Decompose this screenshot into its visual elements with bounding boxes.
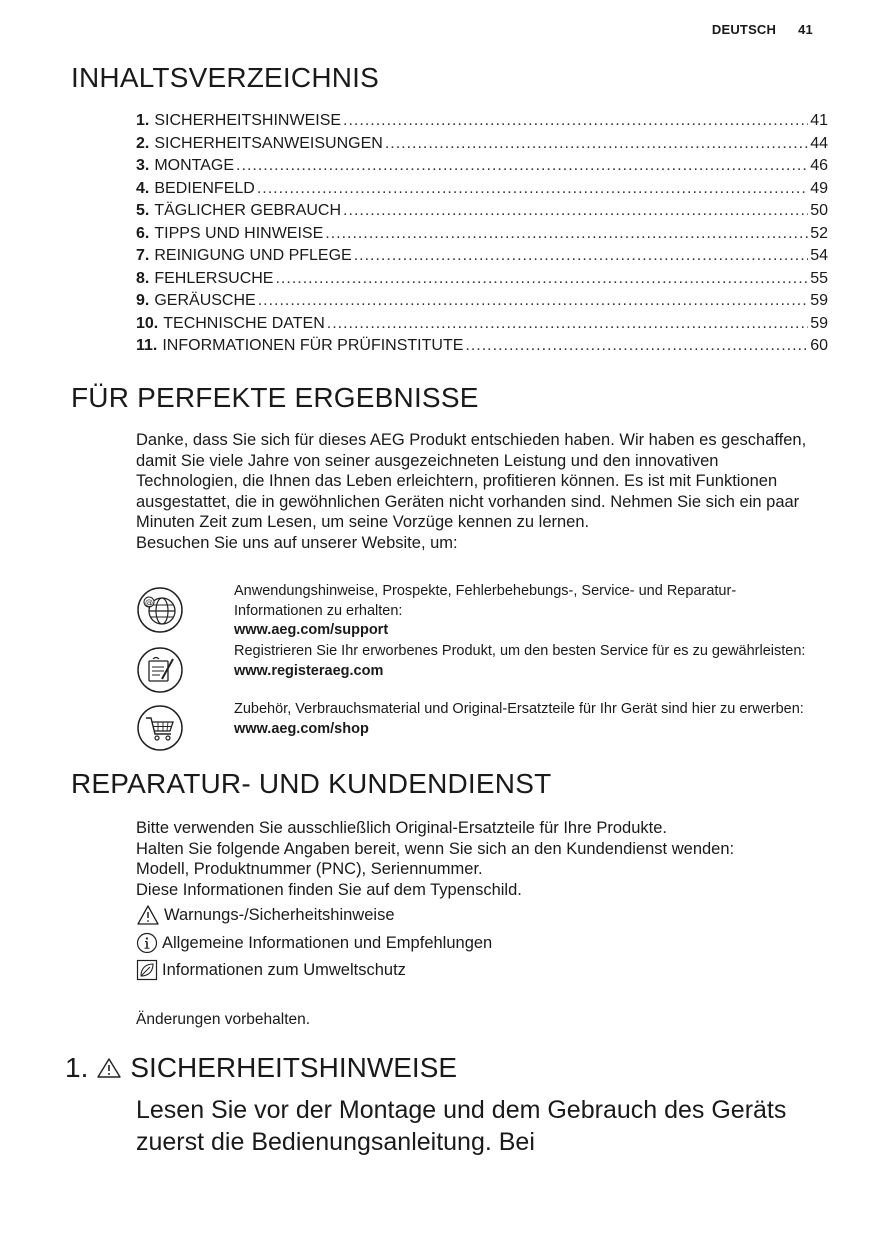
toc-item-page: 44	[810, 134, 828, 152]
toc-item[interactable]: 5. TÄGLICHER GEBRAUCH ..... 50	[136, 200, 828, 223]
toc-item-label: TIPPS UND HINWEISE	[154, 224, 324, 242]
register-icon	[136, 646, 184, 694]
cart-icon	[136, 704, 184, 752]
legend-warning-label: Warnungs-/Sicherheitshinweise	[164, 905, 395, 924]
toc-item-label: REINIGUNG UND PFLEGE	[154, 247, 352, 264]
register-link-text	[234, 642, 824, 681]
toc-item-page: 46	[810, 157, 828, 174]
toc-item-page: 52	[810, 224, 828, 242]
shop-description: Zubehör, Verbrauchsmaterial und Original-Ersatzteile für Ihr Gerät sind hier zu erwerben:	[234, 701, 804, 717]
section-1-heading	[65, 1052, 457, 1084]
toc-item-label: GERÄUSCHE	[154, 292, 256, 309]
shop-link-text	[234, 700, 824, 739]
shop-url-link[interactable]: www.aeg.com/shop	[234, 720, 369, 737]
header-page-number: 41	[798, 22, 813, 37]
svg-text:@: @	[145, 598, 153, 607]
toc-item-label: INFORMATIONEN FÜR PRÜFINSTITUTE	[162, 337, 464, 354]
table-of-contents	[136, 110, 828, 358]
toc-item-label: FEHLERSUCHE	[154, 269, 274, 287]
service-line-3: Diese Informationen finden Sie auf dem Typenschild.	[136, 880, 522, 899]
toc-item-label: SICHERHEITSHINWEISE	[154, 112, 342, 129]
toc-item-page: 49	[810, 179, 828, 197]
toc-item[interactable]: 7. REINIGUNG UND PFLEGE ..... 54	[136, 245, 828, 268]
toc-item-label: TECHNISCHE DATEN	[163, 314, 325, 332]
section-title-perfect: FÜR PERFEKTE ERGEBNISSE	[71, 382, 479, 413]
toc-title: INHALTSVERZEICHNIS	[71, 62, 380, 93]
perfect-paragraph	[136, 430, 816, 553]
legend-info-label: Allgemeine Informationen und Empfehlungen	[162, 933, 493, 952]
toc-item-page: 59	[810, 314, 828, 332]
toc-item[interactable]: 1. SICHERHEITSHINWEISE ..... 41	[136, 110, 828, 133]
perfect-body: Danke, dass Sie sich für dieses AEG Produkt entschieden haben. Wir haben es geschaffen, damit Sie viele Jahre von seiner ausgezeichneten Leistung und den innovativen Technologien, die Ihnen das Leben erleichtern, profitieren können. Es ist mit Funktionen ausgestattet, die in gewöhnlichen Geräten nicht vorhanden sind. Nehmen Sie sich ein paar Minuten Zeit zum Lesen, um seine Vorzüge kennen zu lernen.	[136, 431, 807, 531]
section-1-title: SICHERHEITSHINWEISE	[130, 1052, 458, 1083]
section-1-intro: Lesen Sie vor der Montage und dem Gebrauch des Geräts zuerst die Bedienungsanleitung. Bei	[136, 1096, 787, 1156]
support-description: Anwendungshinweise, Prospekte, Fehlerbehebungs-, Service- und Reparatur-Informationen zu erhalten:	[234, 583, 737, 619]
page-header	[712, 22, 813, 37]
legend-environment	[136, 959, 406, 981]
globe-icon	[136, 586, 184, 634]
warning-icon	[96, 1056, 122, 1080]
header-language: DEUTSCH	[711, 22, 777, 37]
toc-item-page: 41	[810, 112, 828, 129]
toc-item[interactable]: 11. INFORMATIONEN FÜR PRÜFINSTITUTE ..... 60	[136, 335, 828, 358]
toc-item[interactable]: 4. BEDIENFELD ..... 49	[136, 178, 828, 201]
legend-info	[136, 932, 492, 954]
toc-item[interactable]: 10. TECHNISCHE DATEN ..... 59	[136, 313, 828, 336]
toc-item[interactable]: 9. GERÄUSCHE ..... 59	[136, 290, 828, 313]
perfect-visit: Besuchen Sie uns auf unserer Website, um:	[136, 533, 458, 552]
toc-item-page: 54	[810, 247, 828, 264]
toc-item-page: 55	[810, 269, 828, 287]
toc-item-label: SICHERHEITSANWEISUNGEN	[154, 134, 383, 152]
toc-item-page: 60	[810, 337, 828, 354]
toc-item[interactable]: 8. FEHLERSUCHE ..... 55	[136, 268, 828, 291]
changes-note: Änderungen vorbehalten.	[136, 1011, 311, 1028]
toc-item-label: TÄGLICHER GEBRAUCH	[154, 202, 342, 219]
service-line-1: Bitte verwenden Sie ausschließlich Original-Ersatzteile für Ihre Produkte.	[136, 819, 667, 837]
section-title-service: REPARATUR- UND KUNDENDIENST	[71, 768, 552, 799]
section-1-number: 1.	[65, 1052, 89, 1083]
legend-environment-label: Informationen zum Umweltschutz	[162, 960, 406, 979]
toc-item-label: MONTAGE	[154, 157, 235, 174]
toc-item[interactable]: 2. SICHERHEITSANWEISUNGEN ..... 44	[136, 133, 828, 156]
support-url-link[interactable]: www.aeg.com/support	[234, 622, 389, 638]
warning-icon	[136, 904, 160, 926]
service-paragraph	[136, 818, 816, 900]
legend-warning	[136, 904, 395, 926]
register-description: Registrieren Sie Ihr erworbenes Produkt, um den besten Service für es zu gewährleisten:	[234, 643, 806, 659]
toc-item-page: 50	[810, 202, 828, 219]
toc-item-page: 59	[810, 292, 828, 309]
register-url-link[interactable]: www.registeraeg.com	[234, 662, 384, 679]
support-link-text	[234, 582, 824, 641]
toc-item[interactable]: 3. MONTAGE ..... 46	[136, 155, 828, 178]
service-line-2: Halten Sie folgende Angaben bereit, wenn Sie sich an den Kundendienst wenden: Modell, Produktnummer (PNC), Seriennummer.	[136, 839, 735, 878]
toc-item[interactable]: 6. TIPPS UND HINWEISE ..... 52	[136, 223, 828, 246]
info-icon	[136, 932, 158, 954]
leaf-icon	[136, 959, 158, 981]
toc-item-label: BEDIENFELD	[154, 179, 255, 197]
